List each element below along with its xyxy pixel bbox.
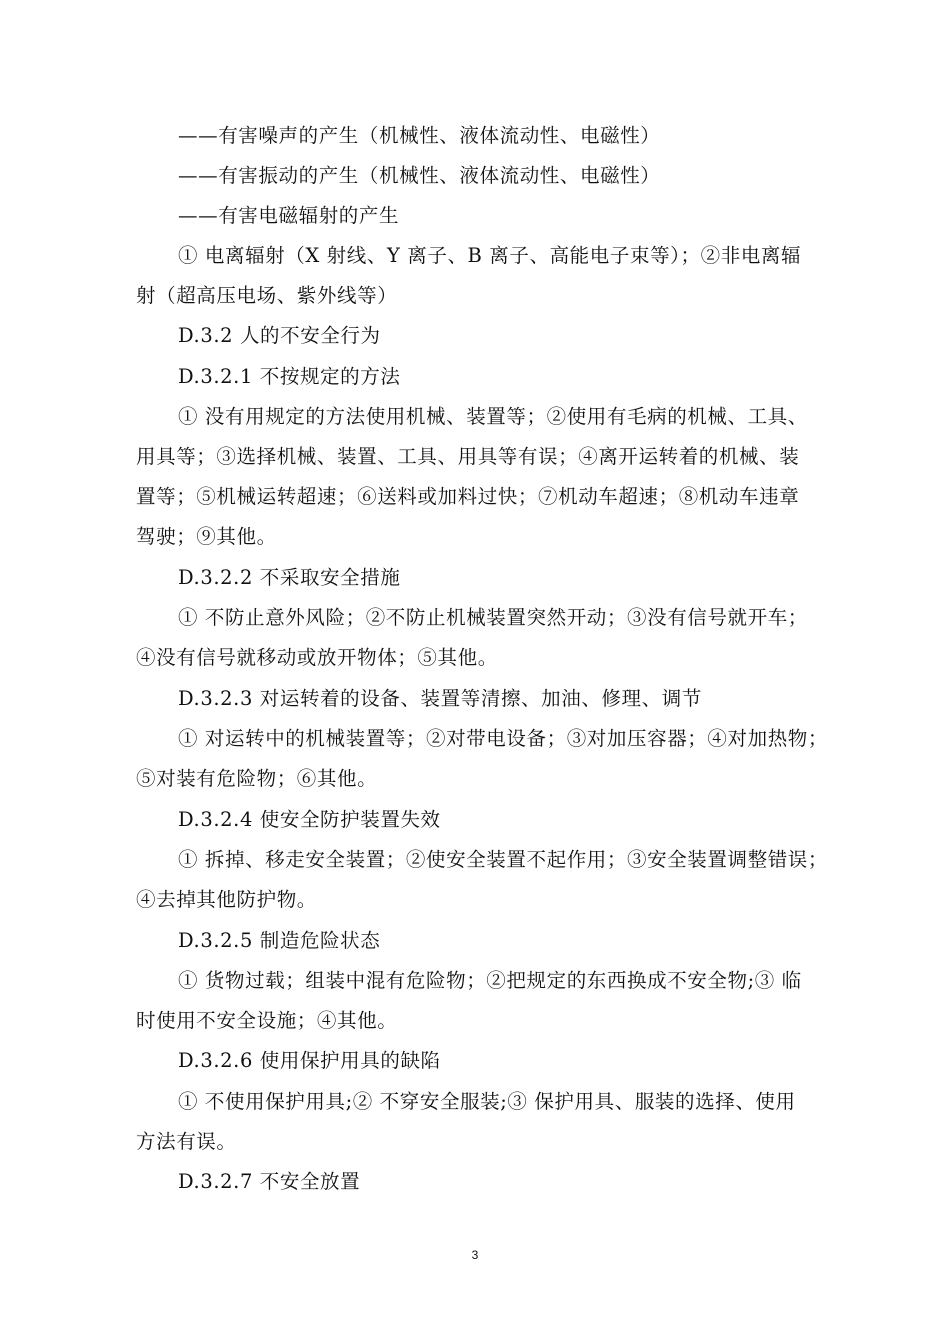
hazard-noise-line: ——有害噪声的产生（机械性、液体流动性、电磁性）: [178, 124, 661, 147]
paragraph-d-3-2-1-line-2: 用具等；③选择机械、装置、工具、用具等有误；④离开运转着的机械、装: [136, 445, 800, 468]
paragraph-d-3-2-4-line-1: ① 拆掉、移走安全装置；②使安全装置不起作用；③安全装置调整错误；: [178, 848, 828, 871]
section-heading-d-3-2-3: D.3.2.3 对运转着的设备、装置等清擦、加油、修理、调节: [178, 687, 702, 710]
section-heading-d-3-2-6: D.3.2.6 使用保护用具的缺陷: [178, 1049, 441, 1072]
paragraph-d-3-2-5-line-2: 时使用不安全设施；④其他。: [136, 1009, 398, 1032]
section-heading-d-3-2-5: D.3.2.5 制造危险状态: [178, 929, 381, 952]
radiation-types-line-2: 射（超高压电场、紫外线等）: [136, 284, 398, 307]
section-heading-d-3-2-7: D.3.2.7 不安全放置: [178, 1170, 361, 1193]
paragraph-d-3-2-3-line-2: ⑤对装有危险物；⑥其他。: [136, 767, 378, 790]
paragraph-d-3-2-2-line-1: ① 不防止意外风险；②不防止机械装置突然开动；③没有信号就开车；: [178, 606, 808, 629]
paragraph-d-3-2-4-line-2: ④去掉其他防护物。: [136, 888, 317, 911]
paragraph-d-3-2-1-line-4: 驾驶；⑨其他。: [136, 525, 277, 548]
page-number: 3: [471, 1248, 479, 1262]
paragraph-d-3-2-6-line-1: ① 不使用保护用具;② 不穿安全服装;③ 保护用具、服装的选择、使用: [178, 1090, 796, 1113]
section-heading-d-3-2-1: D.3.2.1 不按规定的方法: [178, 365, 401, 388]
radiation-types-line-1: ① 电离辐射（X 射线、Y 离子、B 离子、高能电子束等）；②非电离辐: [178, 244, 802, 267]
hazard-radiation-line: ——有害电磁辐射的产生: [178, 204, 400, 227]
section-heading-d-3-2-4: D.3.2.4 使安全防护装置失效: [178, 808, 441, 831]
paragraph-d-3-2-1-line-3: 置等；⑤机械运转超速；⑥送料或加料过快；⑦机动车超速；⑧机动车违章: [136, 485, 800, 508]
hazard-vibration-line: ——有害振动的产生（机械性、液体流动性、电磁性）: [178, 164, 661, 187]
section-heading-d-3-2: D.3.2 人的不安全行为: [178, 324, 381, 347]
paragraph-d-3-2-1-line-1: ① 没有用规定的方法使用机械、装置等；②使用有毛病的机械、工具、: [178, 405, 808, 428]
paragraph-d-3-2-5-line-1: ① 货物过载；组装中混有危险物；②把规定的东西换成不安全物;③ 临: [178, 969, 802, 992]
section-heading-d-3-2-2: D.3.2.2 不采取安全措施: [178, 566, 401, 589]
paragraph-d-3-2-6-line-2: 方法有误。: [136, 1130, 237, 1153]
paragraph-d-3-2-3-line-1: ① 对运转中的机械装置等；②对带电设备；③对加压容器；④对加热物；: [178, 727, 828, 750]
paragraph-d-3-2-2-line-2: ④没有信号就移动或放开物体；⑤其他。: [136, 646, 498, 669]
